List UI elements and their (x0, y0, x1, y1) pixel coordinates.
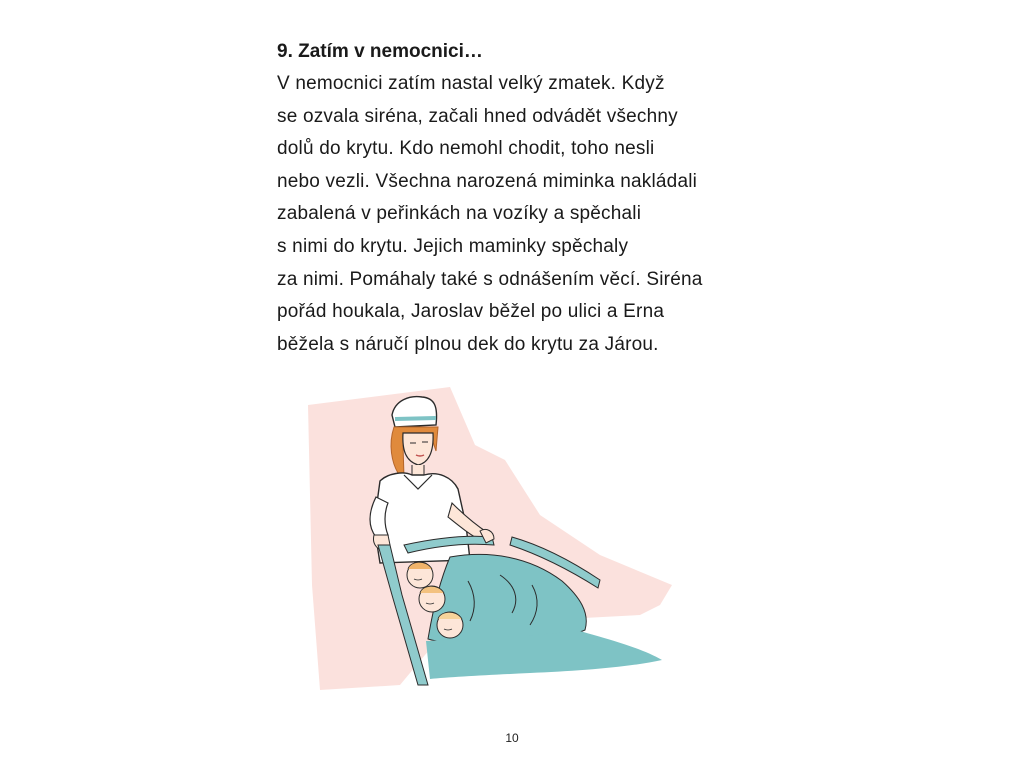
text-line-8: pořád houkala, Jaroslav běžel po ulici a Erna (277, 301, 665, 323)
text-line-1: V nemocnici zatím nastal velký zmatek. Když (277, 73, 665, 94)
text-line-6: s nimi do krytu. Jejich maminky spěchaly (277, 235, 629, 257)
text-line-5: zabalená v peřinkách na vozíky a spěchali (277, 203, 642, 225)
text-line-7: za nimi. Pomáhaly také s odnášením věcí. Siréna (277, 268, 703, 290)
text-line-9: běžela s náručí plnou dek do krytu za Járou. (277, 333, 659, 355)
baby-1 (407, 562, 433, 588)
page-number: 10 (505, 731, 519, 745)
text-line-3: dolů do krytu. Kdo nemohl chodit, toho nesli (277, 138, 655, 160)
nurse-left-arm (370, 497, 388, 537)
baby-2 (419, 586, 445, 612)
chapter-title: 9. Zatím v nemocnici… (277, 41, 483, 62)
text-line-4: nebo vezli. Všechna narozená miminka nakládali (277, 170, 698, 192)
chapter-text (277, 36, 777, 361)
text-line-2: se ozvala siréna, začali hned odvádět všechny (277, 105, 678, 127)
baby-3 (437, 612, 463, 638)
nurse-with-baby-cart-illustration (300, 385, 680, 700)
